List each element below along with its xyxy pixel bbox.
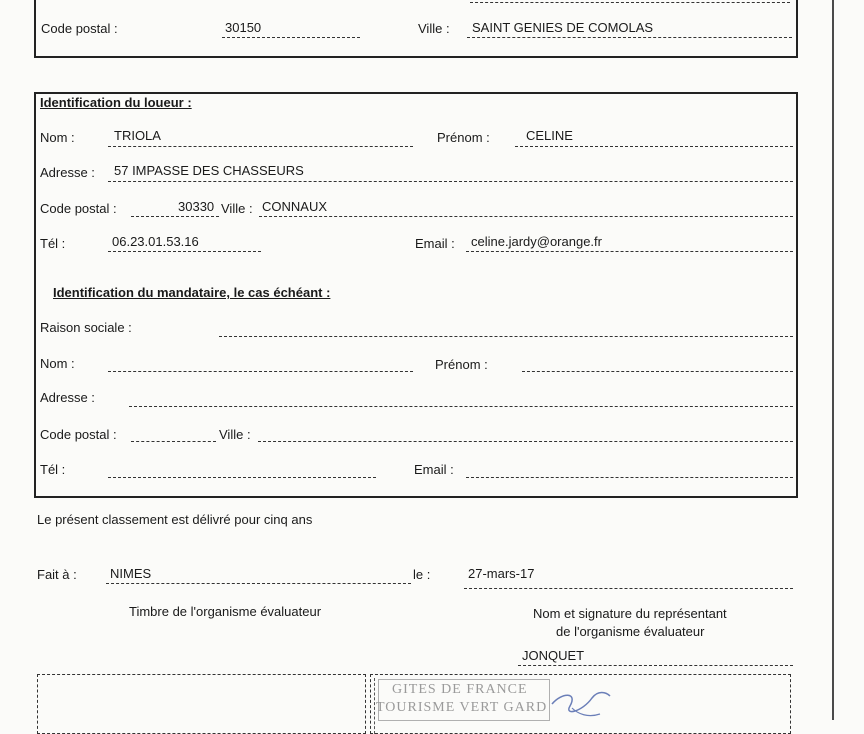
loueur-adresse-line — [108, 181, 793, 182]
mandataire-raison-line — [219, 336, 793, 337]
loueur-code-postal-value: 30330 — [178, 199, 215, 214]
representant-value: JONQUET — [522, 648, 585, 663]
stamp-line1: GITES DE FRANCE — [392, 682, 528, 697]
fait-label: Fait à : — [37, 567, 77, 582]
mandataire-tel-line — [108, 477, 376, 478]
mandataire-prenom-label: Prénom : — [435, 357, 488, 372]
loueur-code-postal-label: Code postal : — [40, 201, 117, 216]
loueur-tel-label: Tél : — [40, 236, 66, 251]
loueur-tel-value: 06.23.01.53.16 — [112, 234, 199, 249]
loueur-code-postal-line — [131, 216, 219, 217]
signature-label-line2: de l'organisme évaluateur — [556, 624, 705, 639]
timbre-label: Timbre de l'organisme évaluateur — [129, 604, 322, 619]
mandataire-heading: Identification du mandataire, le cas échéant : — [53, 285, 331, 300]
loueur-email-line — [466, 251, 793, 252]
mandataire-prenom-line — [522, 371, 793, 372]
loueur-adresse-value: 57 IMPASSE DES CHASSEURS — [114, 163, 304, 178]
owner-ville-line — [467, 37, 792, 38]
owner-code-postal-label: Code postal : — [41, 21, 118, 36]
mandataire-ville-label: Ville : — [219, 427, 251, 442]
owner-code-postal-line — [222, 37, 360, 38]
mandataire-email-line — [466, 477, 793, 478]
mandataire-ville-line — [258, 441, 793, 442]
fait-lieu-line — [106, 583, 411, 584]
loueur-ville-line — [259, 216, 793, 217]
mandataire-adresse-line — [129, 406, 793, 407]
owner-ville-label: Ville : — [418, 21, 450, 36]
loueur-tel-line — [108, 251, 261, 252]
mandataire-adresse-label: Adresse : — [40, 390, 95, 405]
representant-line — [518, 665, 793, 666]
mandataire-code-postal-line — [131, 441, 216, 442]
loueur-nom-label: Nom : — [40, 130, 75, 145]
loueur-adresse-label: Adresse : — [40, 165, 95, 180]
mandataire-nom-label: Nom : — [40, 356, 75, 371]
stamp-line2: TOURISME VERT GARD — [376, 700, 548, 715]
signature-label-line1: Nom et signature du représentant — [533, 606, 727, 621]
loueur-prenom-value: CELINE — [526, 128, 573, 143]
loueur-prenom-line — [515, 146, 793, 147]
owner-box — [34, 0, 798, 58]
loueur-prenom-label: Prénom : — [437, 130, 490, 145]
date-value: 27-mars-17 — [468, 566, 535, 581]
mandataire-nom-line — [108, 371, 413, 372]
loueur-heading: Identification du loueur : — [40, 95, 192, 110]
owner-top-line — [470, 2, 790, 3]
signature-mark-icon — [548, 688, 618, 720]
owner-ville-value: SAINT GENIES DE COMOLAS — [472, 20, 654, 35]
loueur-nom-value: TRIOLA — [114, 128, 161, 143]
mandataire-email-label: Email : — [414, 462, 454, 477]
loueur-email-label: Email : — [415, 236, 455, 251]
loueur-ville-label: Ville : — [221, 201, 253, 216]
timbre-box — [37, 674, 366, 734]
fait-lieu-value: NIMES — [110, 566, 152, 581]
le-label: le : — [413, 567, 431, 582]
classement-text: Le présent classement est délivré pour cinq ans — [37, 512, 313, 527]
mandataire-raison-label: Raison sociale : — [40, 320, 132, 335]
owner-code-postal-value: 30150 — [225, 20, 262, 35]
page-edge — [832, 0, 834, 720]
date-line — [464, 588, 793, 589]
mandataire-tel-label: Tél : — [40, 462, 66, 477]
loueur-nom-line — [108, 146, 413, 147]
loueur-email-value: celine.jardy@orange.fr — [471, 234, 602, 249]
mandataire-code-postal-label: Code postal : — [40, 427, 117, 442]
loueur-ville-value: CONNAUX — [262, 199, 328, 214]
